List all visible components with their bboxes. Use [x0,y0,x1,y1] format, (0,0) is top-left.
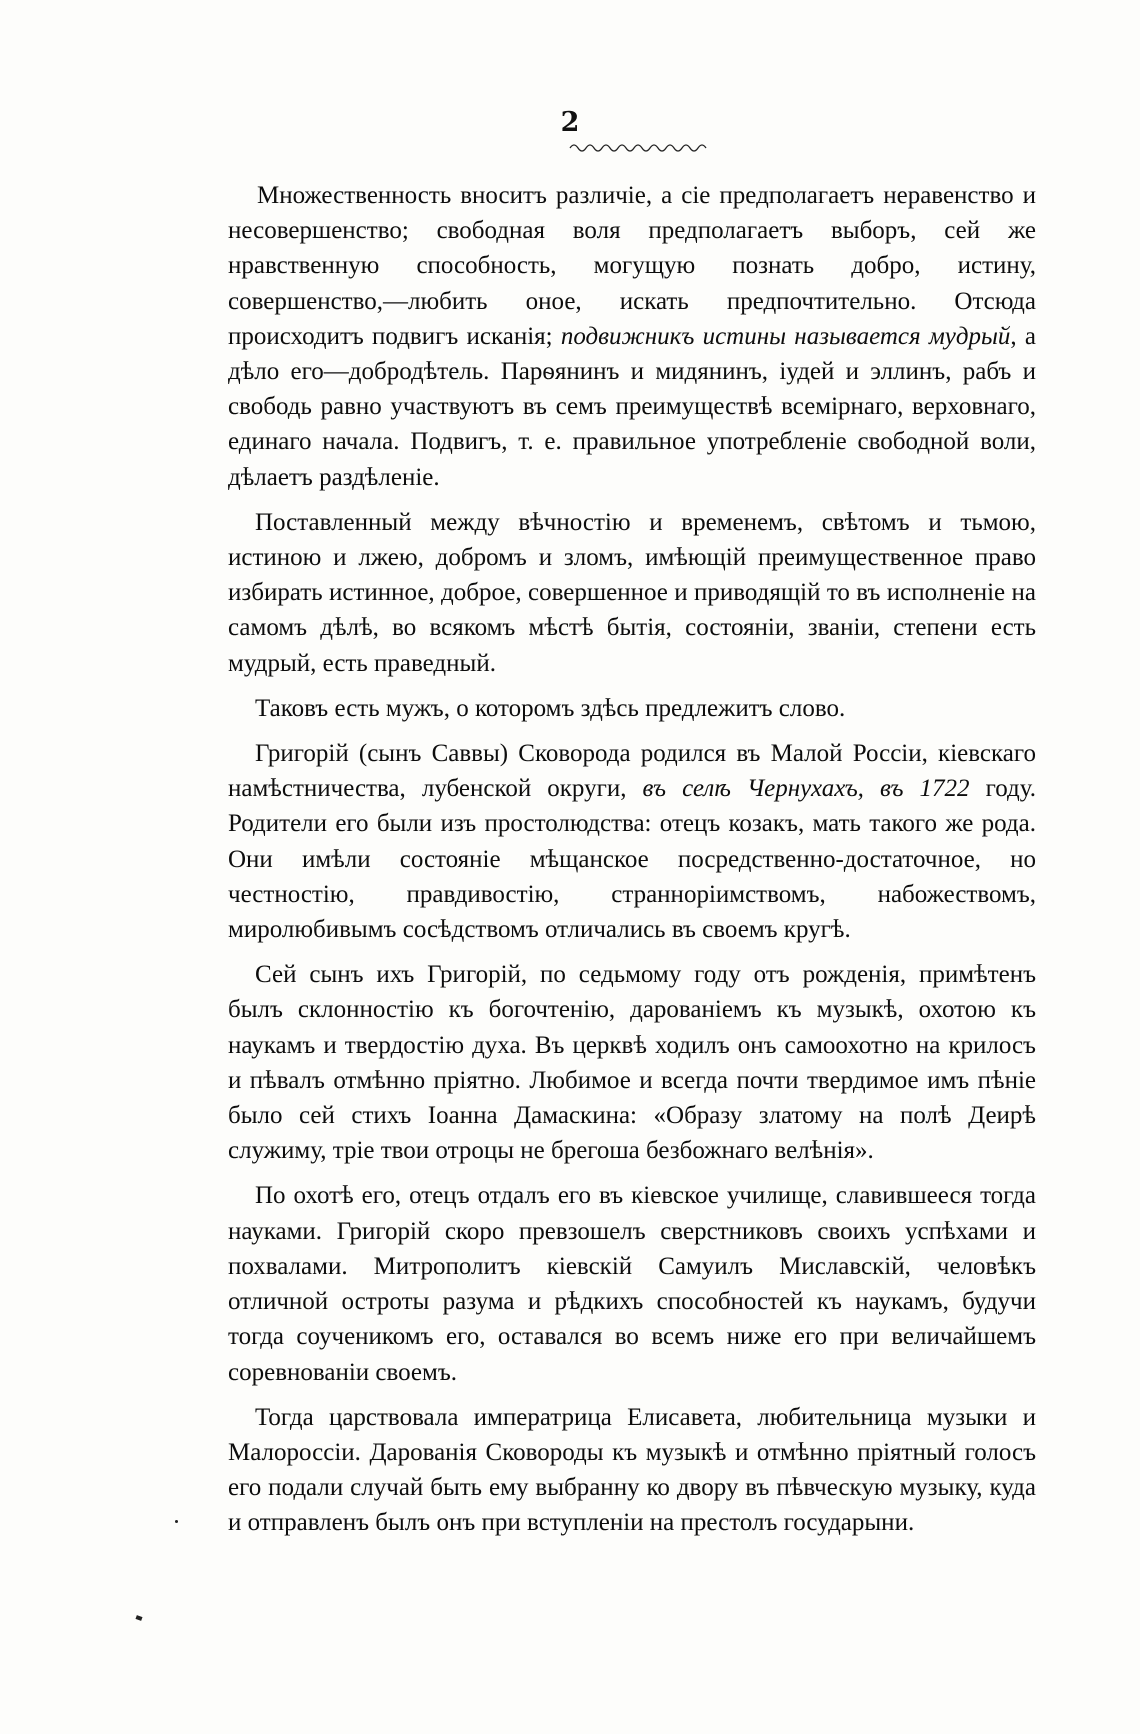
margin-speck [135,1615,142,1621]
text-run: году. Родители его были изъ простолюдства: отецъ козакъ, мать такого же рода. Они имѣли состояніе мѣщанское посредственно-достаточное, но честностію, правдивостію, странноріимствомъ, набожествомъ, миролюбивымъ сосѣдствомъ отличались въ своемъ кругѣ. [228,775,1036,944]
paragraph [228,691,1036,726]
paragraph [228,736,1036,947]
paragraph [228,505,1036,681]
text-run: Таковъ есть мужъ, о которомъ здѣсь предлежитъ слово. [255,694,846,722]
text-run: Поставленный между вѣчностію и временемъ, свѣтомъ и тьмою, истиною и лжею, добромъ и зломъ, имѣющій преимущественное право избирать истинное, доброе, совершенное и приводящій то въ исполненіе на самомъ дѣлѣ, во всякомъ мѣстѣ бытія, состояніи, званіи, степени есть мудрый, есть праведный. [228,508,1036,677]
text-run: Множественность вноситъ различіе, а сіе предполагаетъ неравенство и несовершенство; свободная воля предполагаетъ выборъ, сей же нравственную способность, могущую познать добро, истину, совершенство,—любить оное, искать предпочтительно. Отсюда происходитъ подвигъ исканія; [228,182,1036,350]
italic-text: подвижникъ истины называется мудрый [560,322,1011,350]
wavy-ornament-icon [568,140,708,152]
text-run: Сей сынъ ихъ Григорій, по седьмому году отъ рожденія, примѣтенъ былъ склонностію къ богочтенію, дарованіемъ къ музыкѣ, охотою къ наукамъ и твердостію духа. Въ церквѣ ходилъ онъ самоохотно на крилосъ и пѣвалъ отмѣнно пріятно. Любимое и всегда почти твердимое имъ пѣніе было сей стихъ Іоанна Дамаскина: «Образу златому на полѣ Деирѣ служиму, тріе твои отроцы не брегоша безбожнаго велѣнія». [228,961,1036,1165]
text-run: Григорій (сынъ Саввы) Сковорода родился въ Малой Россіи, кіевскаго намѣстничества, лубенской округи, [228,740,1036,803]
page-number: 2 [560,107,580,138]
paragraph [228,1400,1036,1541]
italic-text: въ селѣ Чернухахъ, въ 1722 [642,775,970,803]
body-text [228,178,1036,1551]
margin-dot [175,1520,178,1523]
text-run: Тогда царствовала императрица Елисавета, любительница музыки и Малороссіи. Дарованія Сковороды къ музыкѣ и отмѣнно пріятный голосъ его подали случай быть ему выбранну ко двору въ пѣвческую музыку, куда и отправленъ былъ онъ при вступленіи на престолъ государыни. [228,1403,1036,1537]
paragraph [228,957,1036,1168]
text-run: , а дѣло его—добродѣтель. Парѳянинъ и мидянинъ, іудей и эллинъ, рабъ и свободь равно участвуютъ въ семъ преимуществѣ всемірнаго, верховнаго, единаго начала. Подвигъ, т. е. правильное употребленіе свободной воли, дѣлаетъ раздѣленіе. [228,322,1036,491]
paragraph [228,1178,1036,1389]
text-run: По охотѣ его, отецъ отдалъ его въ кіевское училище, славившееся тогда науками. Григорій скоро превзошелъ сверстниковъ своихъ успѣхами и похвалами. Митрополитъ кіевскій Самуилъ Миславскій, человѣкъ отличной остроты разума и рѣдкихъ способностей къ наукамъ, будучи тогда соученикомъ его, оставался во всемъ ниже его при величайшемъ соревнованіи своемъ. [228,1182,1036,1386]
paragraph [228,178,1036,495]
